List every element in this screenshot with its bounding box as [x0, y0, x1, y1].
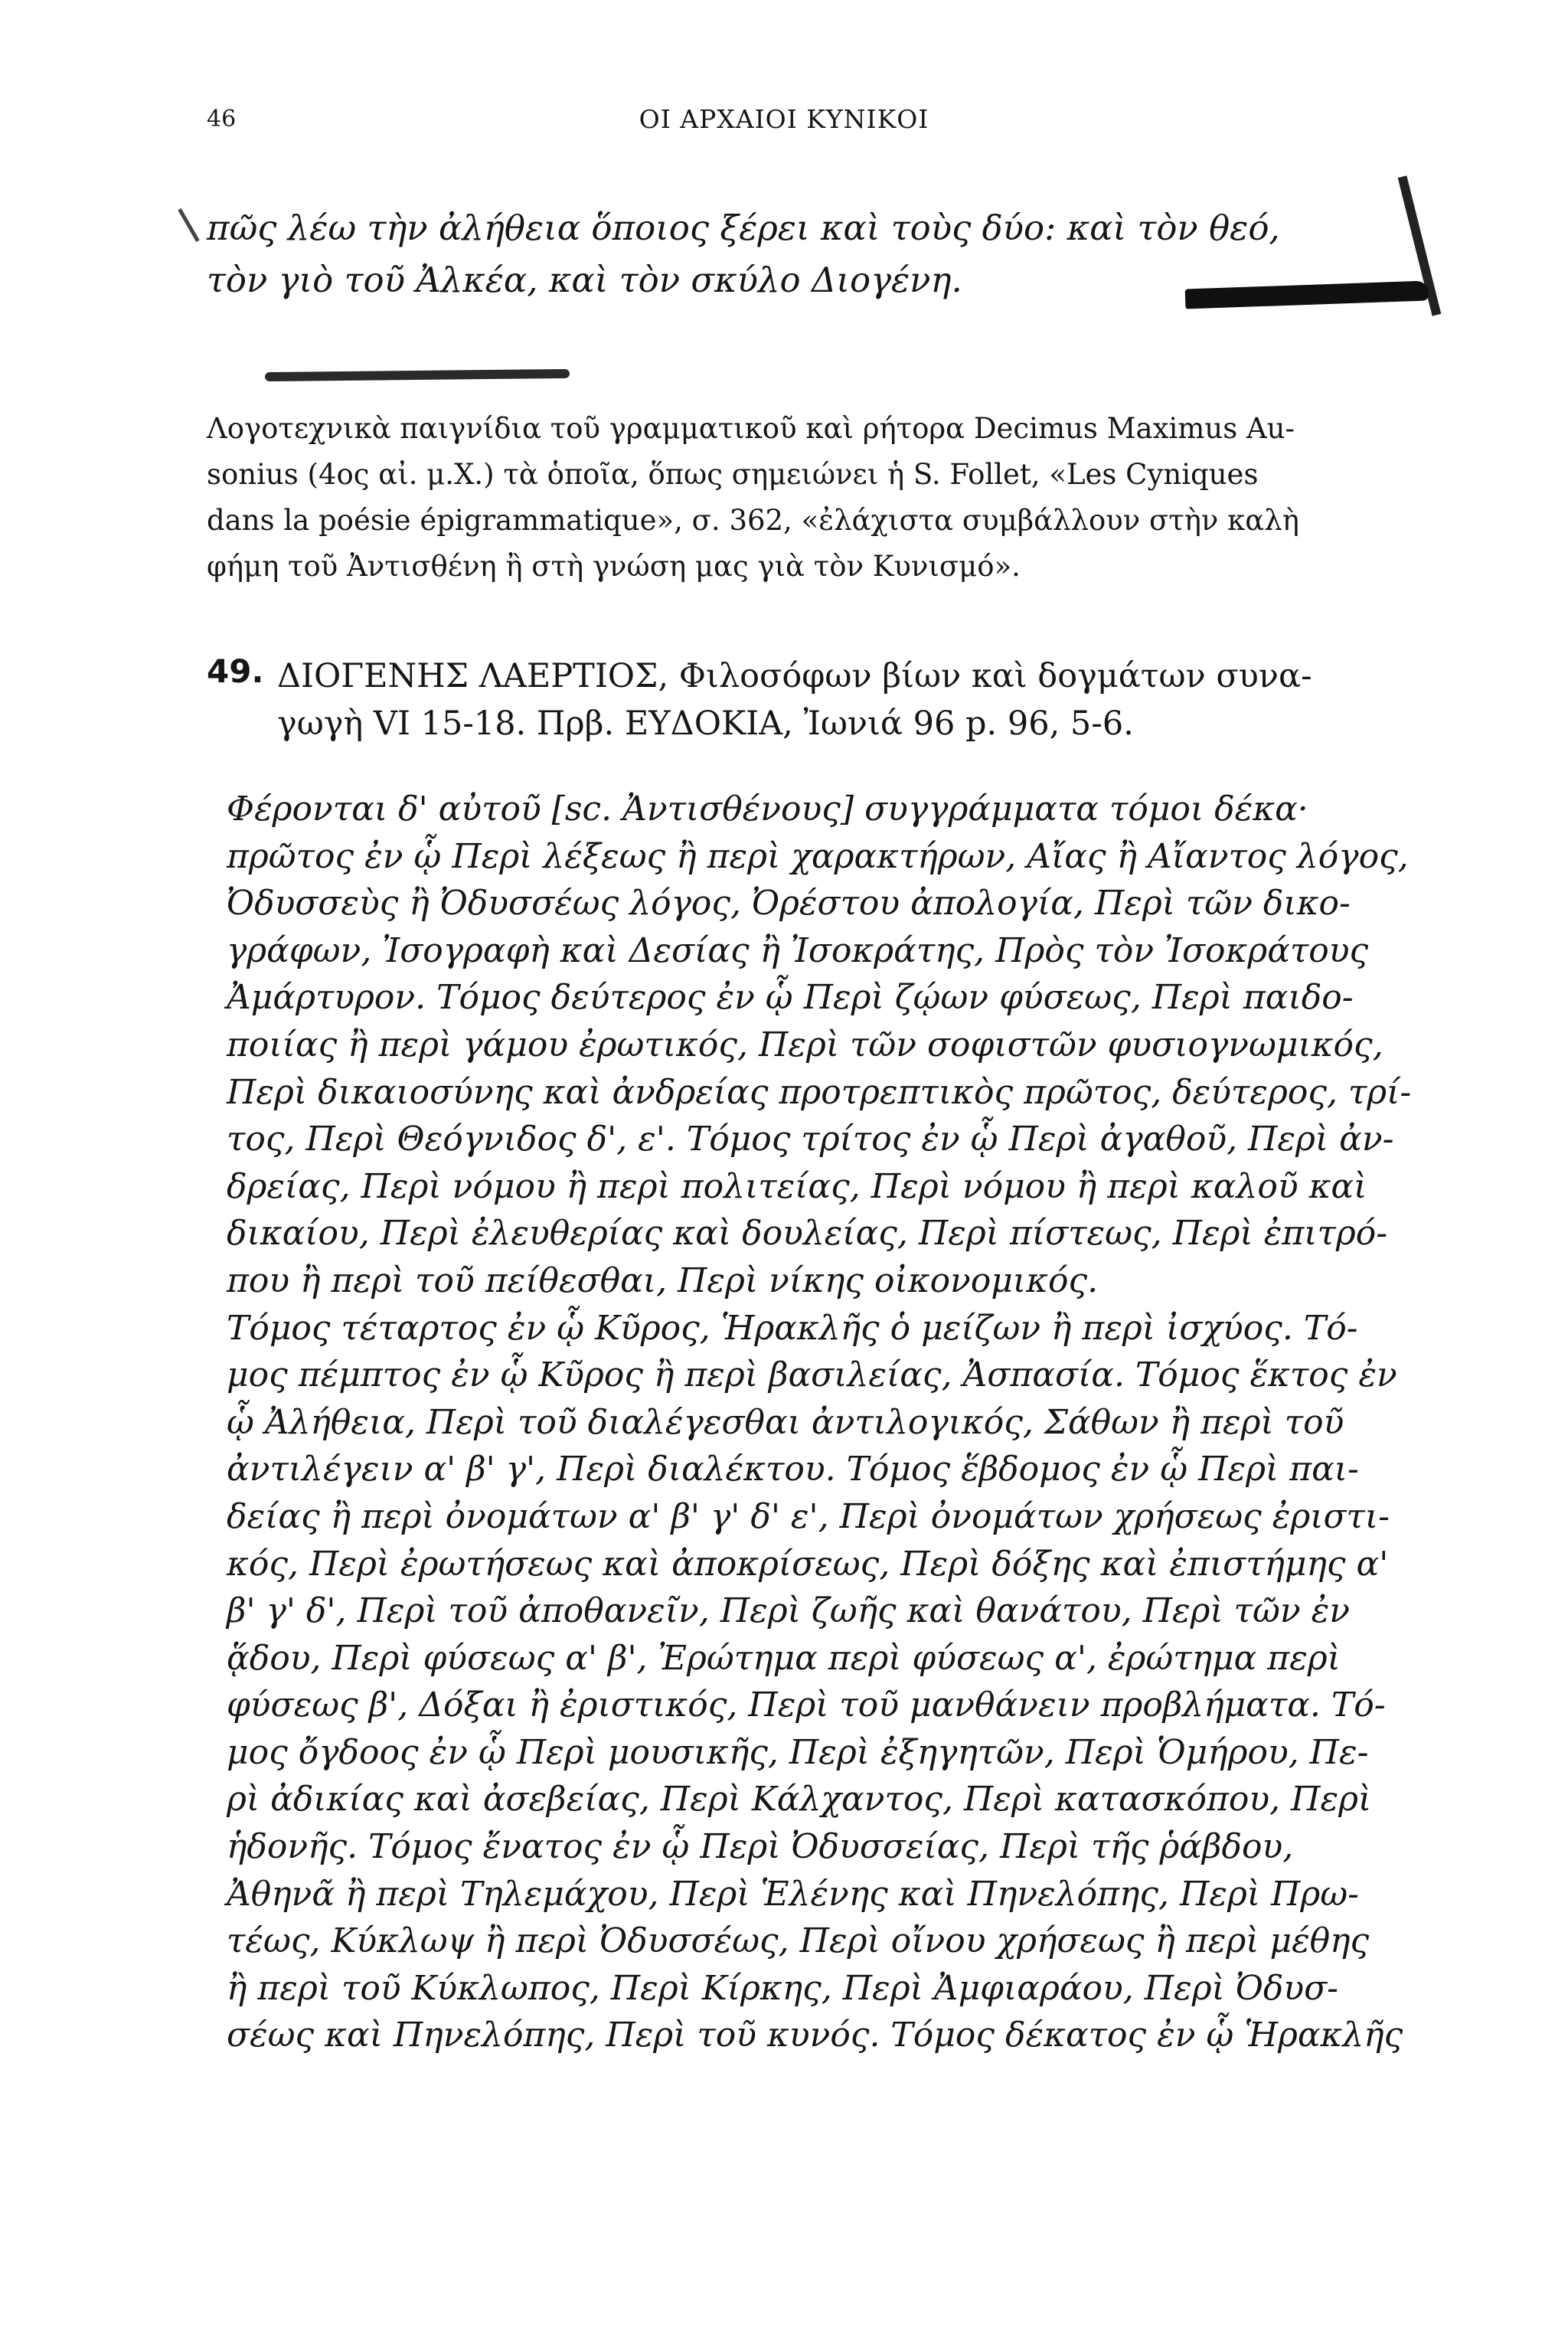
body-line: που ἢ περὶ τοῦ πείθεσθαι, Περὶ νίκης οἰκονομικός. — [227, 1260, 1099, 1300]
body-line: τέως, Κύκλωψ ἢ περὶ Ὀδυσσέως, Περὶ οἴνου χρήσεως ἢ περὶ μέθης — [227, 1921, 1370, 1961]
note-line: dans la poésie épigrammatique», σ. 362, «ἐλάχιστα συμβάλλουν στὴν καλὴ — [207, 504, 1299, 537]
body-line: μος ὄγδοος ἐν ᾧ Περὶ μουσικῆς, Περὶ ἐξηγητῶν, Περὶ Ὁμήρου, Πε- — [227, 1732, 1369, 1772]
body-line: β' γ' δ', Περὶ τοῦ ἀποθανεῖν, Περὶ ζωῆς καὶ θανάτου, Περὶ τῶν ἐν — [227, 1591, 1350, 1631]
note-paragraph — [207, 406, 1432, 590]
body-line: φύσεως β', Δόξαι ἢ ἐριστικός, Περὶ τοῦ μανθάνειν προβλήματα. Τό- — [227, 1685, 1386, 1725]
body-line: Περὶ δικαιοσύνης καὶ ἀνδρείας προτρεπτικὸς πρῶτος, δεύτερος, τρί- — [227, 1072, 1412, 1112]
body-line: ἀντιλέγειν α' β' γ', Περὶ διαλέκτου. Τόμος ἕβδομος ἐν ᾧ Περὶ παι- — [227, 1450, 1359, 1489]
body-line: πρῶτος ἐν ᾧ Περὶ λέξεως ἢ περὶ χαρακτήρων, Αἴας ἢ Αἴαντος λόγος, — [227, 836, 1409, 876]
body-line: Ἀμάρτυρον. Τόμος δεύτερος ἐν ᾧ Περὶ ζῴων φύσεως, Περὶ παιδο- — [227, 978, 1354, 1018]
body-line: ἢ περὶ τοῦ Κύκλωπος, Περὶ Κίρκης, Περὶ Ἀμφιαράου, Περὶ Ὀδυσ- — [227, 1968, 1339, 2008]
margin-mark — [178, 208, 199, 242]
page-number: 46 — [207, 106, 237, 132]
note-line: φήμη τοῦ Ἀντισθένη ἢ στὴ γνώση μας γιὰ τὸν Κυνισμό». — [207, 550, 1021, 583]
body-line: ἡδονῆς. Τόμος ἔνατος ἐν ᾧ Περὶ Ὀδυσσείας, Περὶ τῆς ῥάβδου, — [227, 1827, 1294, 1867]
note-line: sonius (4ος αἰ. μ.Χ.) τὰ ὁποῖα, ὅπως σημειώνει ἡ S. Follet, «Les Cyniques — [207, 458, 1259, 491]
body-line: γράφων, Ἰσογραφὴ καὶ Δεσίας ἢ Ἰσοκράτης, Πρὸς τὸν Ἰσοκράτους — [227, 930, 1369, 970]
body-line: μος πέμπτος ἐν ᾧ Κῦρος ἢ περὶ βασιλείας, Ἀσπασία. Τόμος ἕκτος ἐν — [227, 1355, 1397, 1395]
entry-number: 49. — [207, 652, 264, 690]
body-line: Τόμος τέταρτος ἐν ᾧ Κῦρος, Ἡρακλῆς ὁ μείζων ἢ περὶ ἰσχύος. Τό- — [227, 1308, 1358, 1348]
entry-heading-line-1: ΔΙΟΓΕΝΗΣ ΛΑΕΡΤΙΟΣ, Φιλοσόφων βίων καὶ δογμάτων συνα- — [277, 657, 1312, 695]
verse-line-2: τὸν γιὸ τοῦ Ἀλκέα, καὶ τὸν σκύλο Διογένη. — [207, 260, 962, 300]
verse-line-1: πῶς λέω τὴν ἀλήθεια ὅποιος ξέρει καὶ τοὺς δύο: καὶ τὸν θεό, — [207, 208, 1280, 248]
body-line: Ἀθηνᾶ ἢ περὶ Τηλεμάχου, Περὶ Ἑλένης καὶ Πηνελόπης, Περὶ Πρω- — [227, 1874, 1360, 1914]
running-title: ΟΙ ΑΡΧΑΙΟΙ ΚΥΝΙΚΟΙ — [639, 104, 929, 134]
body-line: δρείας, Περὶ νόμου ἢ περὶ πολιτείας, Περὶ νόμου ἢ περὶ καλοῦ καὶ — [227, 1166, 1367, 1206]
body-line: δείας ἢ περὶ ὀνομάτων α' β' γ' δ' ε', Περὶ ὀνομάτων χρήσεως ἐριστι- — [227, 1496, 1390, 1536]
body-line: κός, Περὶ ἐρωτήσεως καὶ ἀποκρίσεως, Περὶ δόξης καὶ ἐπιστήμης α' — [227, 1544, 1389, 1584]
entry-heading-line-2: γωγὴ VI 15-18. Πρβ. ΕΥΔΟΚΙΑ, Ἰωνιά 96 p. 96, 5-6. — [277, 705, 1134, 743]
body-line: δικαίου, Περὶ ἐλευθερίας καὶ δουλείας, Περὶ πίστεως, Περὶ ἐπιτρό- — [227, 1214, 1388, 1254]
body-line: τος, Περὶ Θεόγνιδος δ', ε'. Τόμος τρίτος ἐν ᾧ Περὶ ἀγαθοῦ, Περὶ ἀν- — [227, 1120, 1394, 1159]
body-line: Ὀδυσσεὺς ἢ Ὀδυσσέως λόγος, Ὀρέστου ἀπολογία, Περὶ τῶν δικο- — [227, 884, 1351, 924]
body-line: Φέρονται δ' αὐτοῦ [sc. Ἀντισθένους] συγγράμματα τόμοι δέκα· — [227, 790, 1308, 829]
body-line: ᾅδου, Περὶ φύσεως α' β', Ἐρώτημα περὶ φύσεως α', ἐρώτημα περὶ — [227, 1638, 1341, 1678]
note-line: Λογοτεχνικὰ παιγνίδια τοῦ γραμματικοῦ καὶ ρήτορα Decimus Maximus Au- — [207, 412, 1295, 445]
body-line: ᾧ Ἀλήθεια, Περὶ τοῦ διαλέγεσθαι ἀντιλογικός, Σάθων ἢ περὶ τοῦ — [227, 1402, 1344, 1442]
body-paragraph — [227, 786, 1452, 2059]
body-line: ποιίας ἢ περὶ γάμου ἐρωτικός, Περὶ τῶν σοφιστῶν φυσιογνωμικός, — [227, 1025, 1383, 1064]
ink-rule-mark — [265, 369, 570, 381]
body-line: σέως καὶ Πηνελόπης, Περὶ τοῦ κυνός. Τόμος δέκατος ἐν ᾧ Ἡρακλῆς — [227, 2016, 1403, 2055]
body-line: ρὶ ἀδικίας καὶ ἀσεβείας, Περὶ Κάλχαντος, Περὶ κατασκόπου, Περὶ — [227, 1780, 1372, 1820]
